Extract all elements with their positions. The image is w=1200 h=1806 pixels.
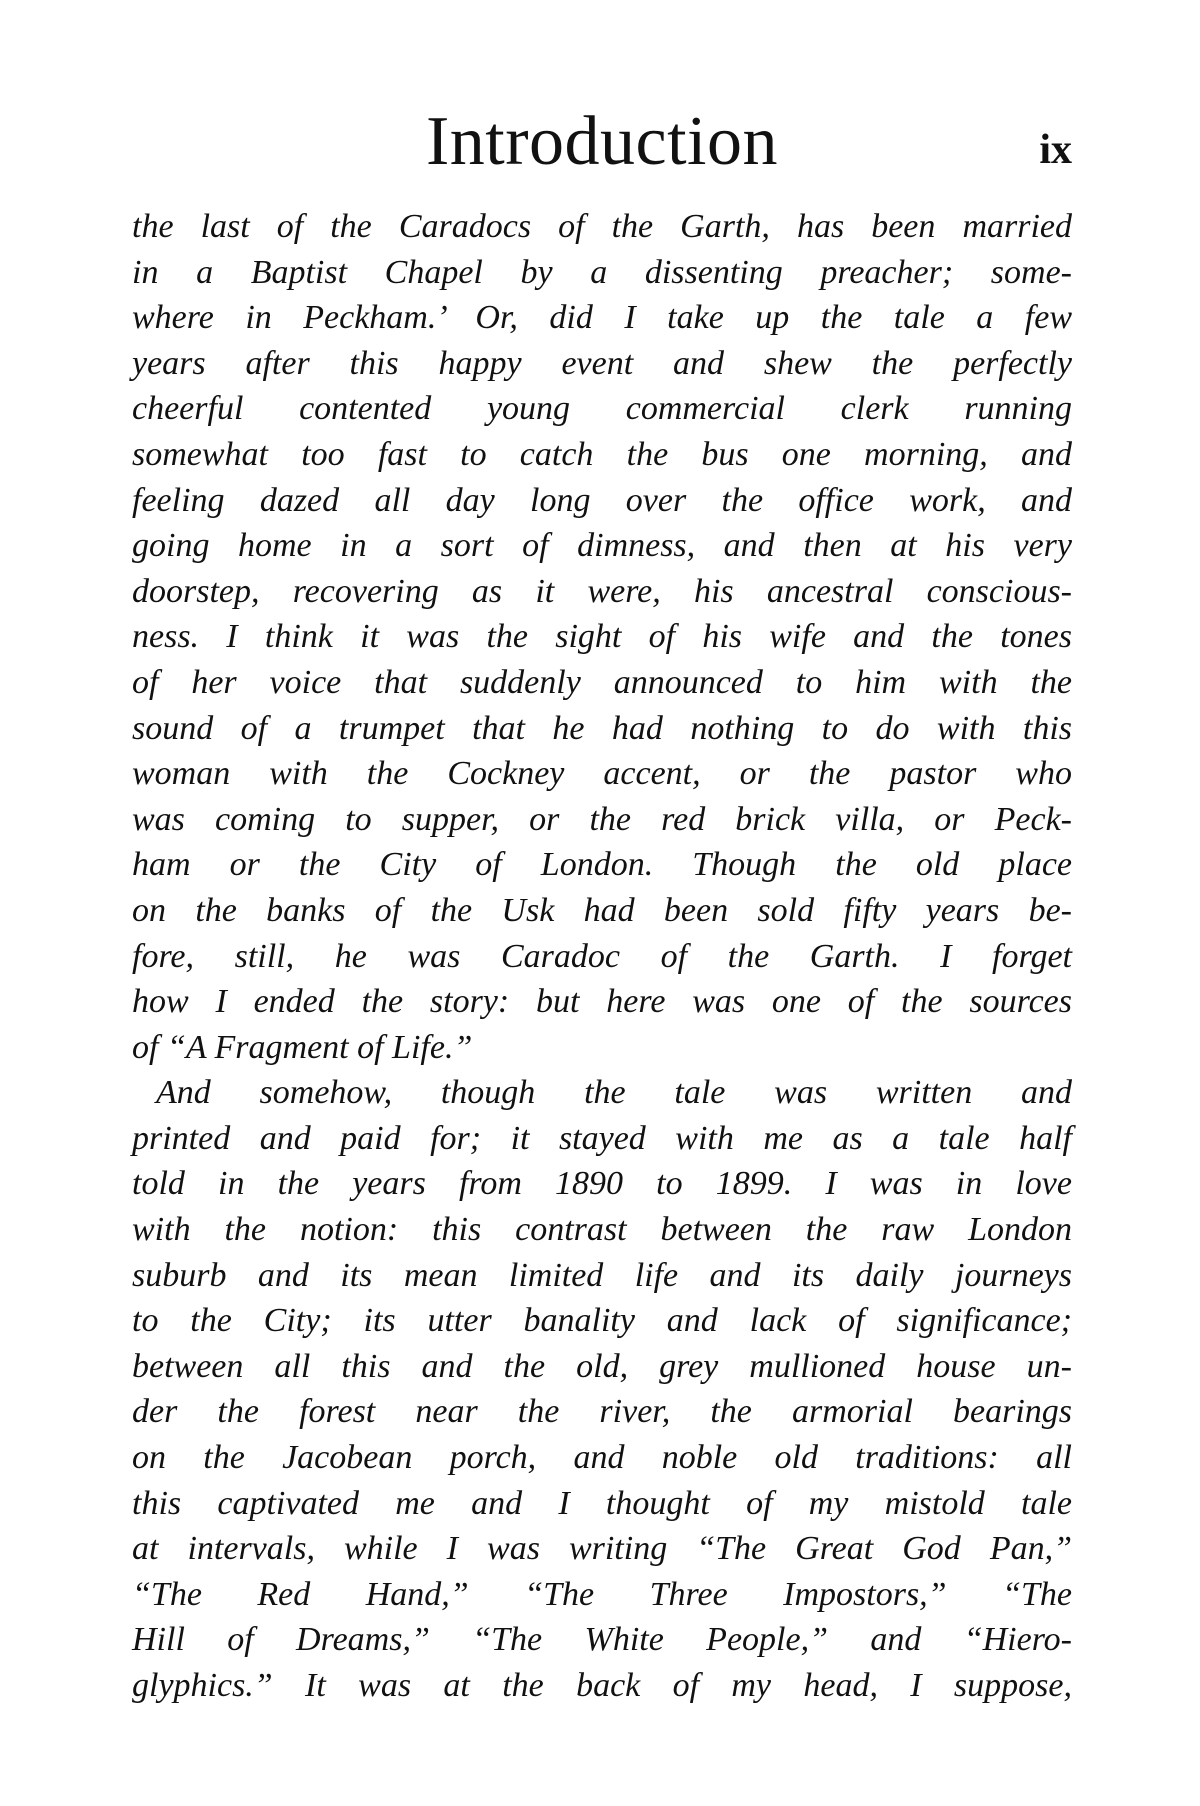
- text-line: between all this and the old, grey mullioned house un-: [132, 1347, 1072, 1385]
- paragraph-continued: [132, 204, 1072, 1070]
- text-line: to the City; its utter banality and lack of significance;: [132, 1302, 1072, 1340]
- text-line: years after this happy event and shew the perfectly: [132, 344, 1072, 382]
- text-line: of “A Fragment of Life.”: [132, 1028, 473, 1066]
- text-line: woman with the Cockney accent, or the pastor who: [132, 755, 1072, 793]
- text-line: this captivated me and I thought of my mistold tale: [132, 1484, 1072, 1522]
- text-line: the last of the Caradocs of the Garth, has been married: [132, 208, 1072, 245]
- text-line: der the forest near the river, the armorial bearings: [132, 1393, 1072, 1431]
- paragraph: [132, 1070, 1072, 1708]
- text-line: fore, still, he was Caradoc of the Garth. I forget: [132, 937, 1072, 975]
- page-title: Introduction: [425, 103, 779, 180]
- text-line: printed and paid for; it stayed with me as a tale half: [132, 1119, 1072, 1157]
- text-line: “The Red Hand,” “The Three Impostors,” “The: [132, 1575, 1072, 1613]
- text-line: was coming to supper, or the red brick villa, or Peck-: [132, 800, 1072, 838]
- body-text: [132, 204, 1072, 1709]
- text-line: going home in a sort of dimness, and then at his very: [132, 527, 1072, 565]
- running-head: [132, 92, 1072, 192]
- text-line: where in Peckham.’ Or, did I take up the tale a few: [132, 299, 1072, 337]
- text-line: of her voice that suddenly announced to him with the: [132, 663, 1072, 701]
- text-line: at intervals, while I was writing “The Great God Pan,”: [132, 1530, 1072, 1568]
- text-line: somewhat too fast to catch the bus one morning, and: [132, 435, 1072, 473]
- text-line: sound of a trumpet that he had nothing to do with this: [132, 709, 1072, 747]
- page-number: ix: [1039, 127, 1072, 173]
- text-line: on the Jacobean porch, and noble old traditions: all: [132, 1439, 1072, 1477]
- text-line: feeling dazed all day long over the office work, and: [132, 481, 1072, 519]
- text-line: cheerful contented young commercial clerk running: [132, 390, 1072, 428]
- text-line: told in the years from 1890 to 1899. I was in love: [132, 1165, 1072, 1203]
- text-line: glyphics.” It was at the back of my head, I suppose,: [132, 1667, 1072, 1704]
- text-line: And somehow, though the tale was written and: [156, 1074, 1072, 1112]
- text-line: ness. I think it was the sight of his wife and the tones: [132, 618, 1072, 656]
- text-line: Hill of Dreams,” “The White People,” and “Hiero-: [132, 1621, 1072, 1659]
- text-line: suburb and its mean limited life and its daily journeys: [132, 1256, 1072, 1294]
- text-line: with the notion: this contrast between the raw London: [132, 1211, 1072, 1249]
- text-line: ham or the City of London. Though the old place: [132, 846, 1072, 884]
- text-line: how I ended the story: but here was one of the sources: [132, 983, 1072, 1021]
- text-line: on the banks of the Usk had been sold fifty years be-: [132, 891, 1072, 929]
- text-line: in a Baptist Chapel by a dissenting preacher; some-: [132, 253, 1072, 291]
- text-line: doorstep, recovering as it were, his ancestral conscious-: [132, 572, 1072, 610]
